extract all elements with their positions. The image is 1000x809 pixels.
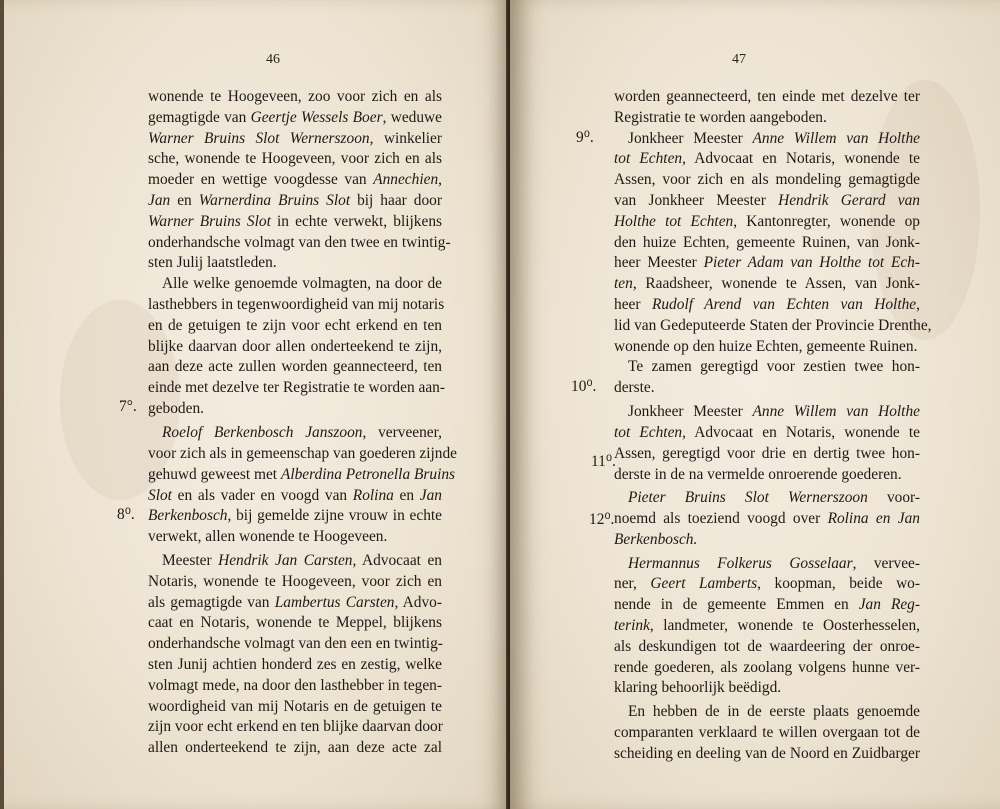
left-line	[148, 129, 442, 150]
text-run: Rudolf Arend van Echten van Holthe	[651, 295, 917, 313]
right-line	[614, 678, 920, 699]
text-run: comparanten verklaard te willen overgaan tot de	[614, 723, 920, 741]
text-run: in echte verwekt, blijkens	[270, 212, 442, 230]
right-line	[614, 87, 920, 108]
text-run: , Kantonregter, wonende op	[733, 212, 920, 230]
page-edge	[0, 0, 4, 809]
text-run: wonende op den huize Echten, gemeente Ruinen.	[614, 337, 918, 355]
text-run: Pieter Adam van Holthe tot Ech-	[703, 254, 921, 272]
right-line	[614, 149, 920, 170]
right-line	[614, 744, 920, 765]
text-run: Assen, geregtigd voor drie en dertig twee hon-	[614, 445, 920, 463]
text-run: rende goederen, als zoolang volgens hunne ver-	[614, 658, 920, 676]
text-run: , winkelier	[369, 129, 442, 147]
right-line	[614, 444, 920, 465]
left-line	[148, 295, 445, 316]
left-line	[148, 423, 442, 444]
right-line	[614, 595, 920, 616]
right-line	[614, 357, 920, 378]
right-line	[614, 274, 920, 295]
text-run: onderhandsche volmagt van den twee en twintig-	[148, 233, 451, 251]
left-line	[148, 87, 442, 108]
text-run: Geert Lamberts	[650, 575, 758, 593]
text-run: als deskundigen tot de waardeering der onroe-	[614, 637, 920, 655]
right-page	[510, 0, 1000, 809]
text-run: klaring behoorlijk beëdigd.	[614, 679, 782, 697]
text-run: blijke daarvan door allen onderteekend te zijn,	[148, 337, 442, 355]
text-run: lasthebbers in tegenwoordigheid van mij notaris	[148, 295, 445, 313]
text-run: woordigheid van mij Notaris en de getuigen te	[148, 697, 442, 715]
text-run: , Raadsheer, wonende te Assen, van Jonk-	[632, 275, 920, 293]
text-run: , landmeter, wonende te Oosterhesselen,	[649, 616, 920, 634]
text-run: , koopman, beide wo-	[757, 575, 920, 593]
text-run: Registratie te worden aangeboden.	[614, 108, 827, 126]
text-run: Jan	[148, 191, 171, 209]
left-line	[148, 738, 442, 759]
left-line	[148, 212, 442, 233]
right-line	[614, 108, 920, 129]
text-run: Anne Willem van Holthe	[752, 403, 920, 421]
text-run: Geertje Wessels Boer	[250, 108, 383, 126]
left-page-text	[148, 87, 457, 757]
text-run: geboden.	[148, 399, 204, 417]
left-line	[148, 316, 442, 337]
right-line	[614, 191, 920, 212]
right-line	[614, 509, 920, 530]
left-line	[148, 697, 442, 718]
left-line	[148, 676, 442, 697]
text-run: Lambertus Carsten	[274, 593, 395, 611]
right-line	[614, 723, 920, 744]
left-line	[148, 399, 442, 420]
text-run: sche, wonende te Hoogeveen, voor zich en als	[148, 150, 442, 168]
text-run: wonende te Hoogeveen, zoo voor zich en als	[148, 88, 442, 105]
text-run: caat en Notaris, wonende te Meppel, blijkens	[148, 614, 442, 632]
left-line	[148, 527, 442, 548]
text-run: ,	[916, 295, 920, 313]
text-run: Warnerdina Bruins Slot	[198, 191, 351, 209]
left-line	[148, 655, 442, 676]
right-line	[614, 212, 920, 233]
text-run: derste in de na vermelde onroerende goederen.	[614, 465, 902, 483]
text-run: Notaris, wonende te Hoogeveen, voor zich en	[148, 572, 442, 590]
right-line	[614, 637, 920, 658]
text-run: Roelof Berkenbosch Janszoon	[162, 424, 363, 442]
item-marker-10: 10⁰.	[571, 378, 597, 395]
text-run: einde met dezelve ter Registratie te worden aan-	[148, 379, 445, 397]
left-line	[148, 149, 442, 170]
text-run: als gemagtigde van	[148, 593, 275, 611]
left-line	[148, 253, 442, 274]
text-run: terink	[614, 616, 650, 634]
text-run: , Advocaat en Notaris, wonende te	[682, 424, 920, 442]
text-run: Jonkheer Meester	[628, 129, 753, 147]
text-run: voor zich als in gemeenschap van goederen zijnde	[148, 445, 457, 463]
left-line	[148, 170, 442, 191]
text-run: moeder en wettige voogdesse van	[148, 171, 374, 189]
left-line	[148, 337, 442, 358]
text-run: , verveе-	[852, 554, 920, 572]
text-run: van Jonkheer Meester	[614, 191, 779, 209]
text-run: Alle welke genoemde volmagten, na door de	[162, 275, 442, 293]
text-run: lid van Gedeputeerde Staten der Provincie Drenthe,	[614, 316, 932, 334]
item-marker-7: 7°.	[119, 398, 137, 415]
page-number-left: 46	[266, 52, 280, 67]
right-line	[614, 616, 920, 637]
left-line	[148, 444, 457, 465]
left-line	[148, 378, 445, 399]
text-run: Holthe tot Echten	[614, 212, 734, 230]
text-run: sten Junij achtien honderd zes en zestig, welke	[148, 656, 442, 674]
text-run: heer Meester	[614, 254, 704, 272]
text-run: , weduwe	[382, 108, 442, 126]
text-run: Meester	[162, 552, 219, 570]
right-line	[614, 423, 920, 444]
text-run: aan deze acte zullen worden geannecteerd, ten	[148, 358, 442, 376]
text-run: ,	[438, 171, 442, 189]
text-run: bij haar door	[350, 191, 442, 209]
text-run: Rolina en Jan	[827, 509, 920, 527]
right-line	[614, 702, 920, 723]
left-line	[148, 108, 442, 129]
page-number-right: 47	[732, 52, 746, 67]
text-run: Berkenbosch.	[614, 530, 698, 548]
right-line	[614, 253, 920, 274]
right-line	[614, 378, 920, 399]
text-run: scheiding en deeling van de Noord en Zuidbarger	[614, 744, 920, 762]
left-line	[148, 486, 442, 507]
right-line	[614, 658, 920, 679]
right-line	[614, 129, 920, 150]
left-line	[148, 357, 442, 378]
right-line	[614, 554, 920, 575]
text-run: gemagtigde van	[148, 108, 251, 126]
text-run: nende in de gemeente Emmen en	[614, 596, 859, 614]
text-run: Jan Reg-	[858, 596, 920, 614]
left-line	[148, 191, 442, 212]
left-line	[148, 506, 442, 527]
right-line	[614, 488, 920, 509]
text-run: En hebben de in de eerste plaats genoemde	[628, 703, 920, 721]
text-run: en als vader en voogd van	[171, 486, 353, 504]
text-run: worden geannecteerd, ten einde met dezelve ter	[614, 88, 920, 105]
left-line	[148, 717, 442, 738]
text-run: noemd als toeziend voogd over	[614, 509, 828, 527]
left-line	[148, 551, 442, 572]
item-marker-12: 12⁰.	[589, 511, 615, 528]
text-run: verwekt, allen wonende te Hoogeveen.	[148, 528, 388, 546]
text-run: ner,	[614, 575, 651, 593]
text-run: en de getuigen te zijn voor echt erkend en ten	[148, 316, 442, 334]
text-run: Assen, voor zich en als mondeling gemagtigde	[614, 171, 920, 189]
text-run: Warner Bruins Slot Wernerszoon	[148, 129, 370, 147]
text-run: voor-	[867, 489, 920, 507]
text-run: Pieter Bruins Slot Wernerszoon	[628, 489, 868, 507]
right-line	[614, 402, 920, 423]
text-run: sten Julij laatstleden.	[148, 254, 277, 272]
item-marker-9: 9⁰.	[576, 129, 594, 146]
text-run: , bij gemelde zijne vrouw in echte	[227, 507, 442, 525]
text-run: Slot	[148, 486, 172, 504]
text-run: zijn voor echt erkend en ten blijke daarvan door	[148, 718, 443, 736]
left-line	[148, 634, 442, 655]
left-line	[148, 572, 442, 593]
text-run: Rolina	[352, 486, 394, 504]
text-run: Hendrik Jan Carsten	[218, 552, 353, 570]
text-run: Berkenbosch	[148, 507, 228, 525]
text-run: , Advo-	[394, 593, 442, 611]
text-run: onderhandsche volmagt van den een en twintig-	[148, 635, 443, 653]
text-run: Anne Willem van Holthe	[752, 129, 920, 147]
text-run: allen onderteekend te zijn, aan deze acte zal	[148, 739, 442, 757]
right-line	[614, 295, 920, 316]
text-run: Jan	[419, 486, 442, 504]
text-run: Warner Bruins Slot	[148, 212, 271, 230]
left-line	[148, 593, 442, 614]
text-run: tot Echten	[614, 150, 683, 168]
item-marker-11: 11⁰.	[591, 453, 616, 470]
right-line	[614, 465, 920, 486]
right-page-text	[614, 87, 932, 762]
left-line	[148, 233, 451, 254]
text-run: , Advocaat en Notaris, wonende te	[682, 150, 920, 168]
text-run: den huize Echten, gemeente Ruinen, van Jonk-	[614, 233, 920, 251]
text-run: Hendrik Gerard van	[778, 191, 920, 209]
text-run: , verveener,	[362, 424, 442, 442]
text-run: ten	[614, 275, 633, 293]
item-marker-8: 8⁰.	[117, 506, 135, 523]
text-run: en	[170, 191, 199, 209]
right-line	[614, 170, 920, 191]
text-run: Alberdina Petronella Bruins	[280, 465, 456, 483]
text-run: en	[393, 486, 420, 504]
right-line	[614, 530, 920, 551]
text-run: gehuwd geweest met	[148, 465, 281, 483]
text-run: Jonkheer Meester	[628, 403, 753, 421]
right-line	[614, 233, 920, 254]
right-line	[614, 337, 920, 358]
right-line	[614, 316, 932, 337]
left-line	[148, 613, 442, 634]
text-run: Hermannus Folkerus Gosselaar	[628, 554, 853, 572]
text-run: derste.	[614, 379, 655, 397]
text-run: , Advocaat en	[352, 552, 442, 570]
left-line	[148, 465, 456, 486]
text-run: heer	[614, 295, 652, 313]
right-line	[614, 574, 920, 595]
text-run: Annechien	[373, 171, 439, 189]
text-run: tot Echten	[614, 424, 683, 442]
left-line	[148, 274, 442, 295]
text-run: Te zamen geregtigd voor zestien twee hon-	[628, 358, 920, 376]
text-run: volmagt mede, na door den lasthebber in tegen-	[148, 676, 442, 694]
